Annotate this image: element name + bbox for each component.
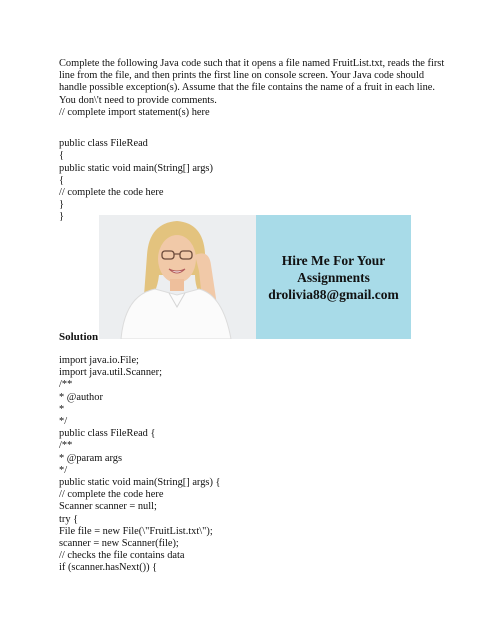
code-line: // complete the code here <box>59 489 164 501</box>
code-line: */ <box>59 416 68 428</box>
question-paragraph: Complete the following Java code such that it opens a file named FruitList.txt, reads the first line from the file, and then prints the first line on console screen. Your Java code should handle possible exception(s). Assume that the file contains the name of a fruit in each line. You don\'t need to provide comments. <box>59 58 445 106</box>
code-line: File file = new File(\"FruitList.txt\"); <box>59 525 213 537</box>
ad-email[interactable]: drolivia88@gmail.com <box>268 286 399 302</box>
ad-line-1: Hire Me For Your <box>281 252 386 268</box>
ad-text-panel <box>256 215 411 339</box>
code-line: * @param args <box>59 452 123 464</box>
code-line: * <box>59 403 65 415</box>
starter-code <box>59 126 449 224</box>
code-line: try { <box>59 513 79 525</box>
code-line: import java.util.Scanner; <box>59 367 163 379</box>
import-comment: // complete import statement(s) here <box>59 106 210 118</box>
code-line: } <box>59 199 64 211</box>
question-text <box>59 58 449 119</box>
code-line: scanner = new Scanner(file); <box>59 538 179 550</box>
code-line: public static void main(String[] args) <box>59 162 213 174</box>
code-line: } <box>59 211 64 223</box>
code-line: { <box>59 150 64 162</box>
woman-illustration <box>99 215 256 339</box>
code-line: * @author <box>59 391 103 403</box>
code-line: if (scanner.hasNext()) { <box>59 562 158 574</box>
code-line: public static void main(String[] args) { <box>59 477 221 489</box>
code-line: /** <box>59 379 73 391</box>
code-line: { <box>59 174 64 186</box>
ad-line-2: Assignments <box>297 269 370 285</box>
code-line: /** <box>59 440 73 452</box>
code-line: import java.io.File; <box>59 355 139 366</box>
code-line: // complete the code here <box>59 187 164 198</box>
solution-code <box>59 355 449 575</box>
code-line: public class FileRead { <box>59 428 156 440</box>
code-line: */ <box>59 464 68 476</box>
code-line: Scanner scanner = null; <box>59 501 157 513</box>
code-line: public class FileRead <box>59 138 148 150</box>
ad-banner[interactable] <box>99 215 411 339</box>
code-line: // checks the file contains data <box>59 550 185 562</box>
solution-heading: Solution <box>59 331 99 343</box>
woman-photo <box>99 215 256 339</box>
